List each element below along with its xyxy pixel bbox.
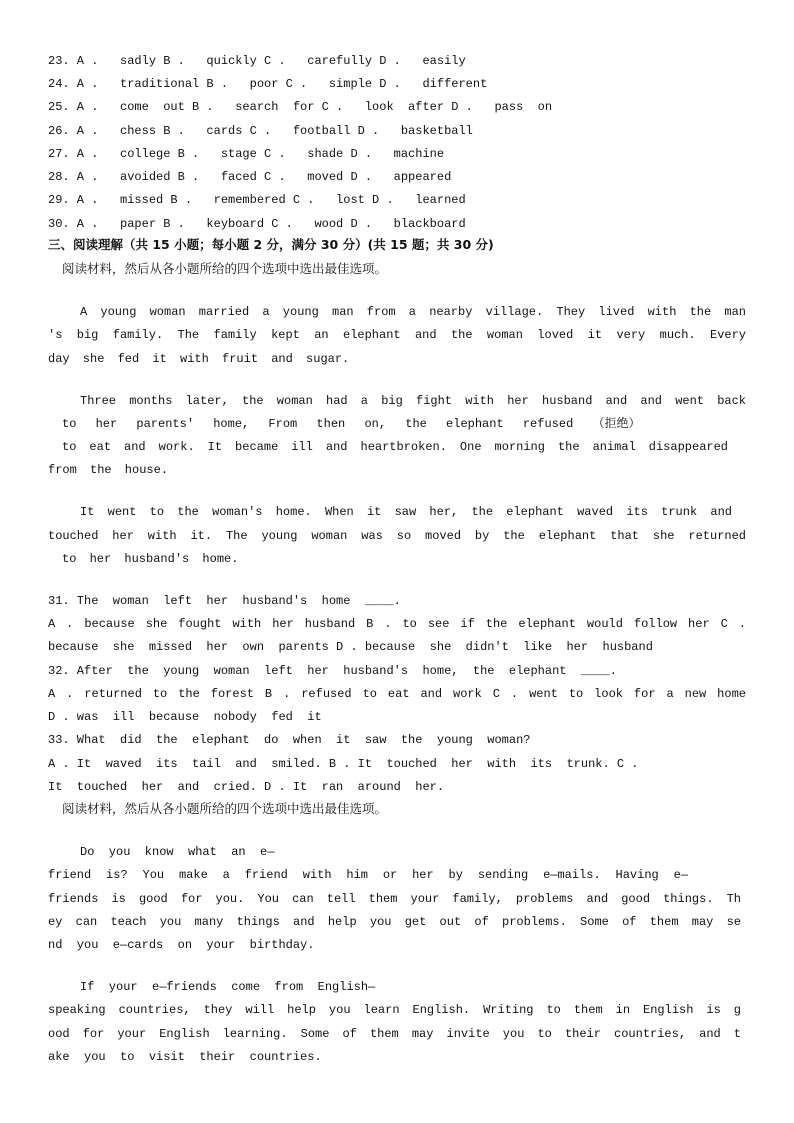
passage1-line: day she fed it with fruit and sugar. [48, 352, 350, 366]
question-31-options: because she missed her own parents D . because she didn't like her husband [48, 640, 653, 654]
passage1-line: to eat and work. It became ill and heartbroken. One morning the animal disappeared [62, 440, 728, 454]
option-line-25: 25. A . come out B . search for C . look after D . pass on [48, 100, 553, 114]
question-32: 32. After the young woman left her husband's home, the elephant ____. [48, 664, 617, 678]
passage1-line: to her husband's home. [62, 552, 239, 566]
passage2-line: ood for your English learning. Some of them may invite you to their countries, and t [48, 1027, 741, 1041]
passage2-line: Do you know what an e— [80, 845, 275, 859]
section-heading: 三、阅读理解（共 15 小题；每小题 2 分，满分 30 分）(共 15 题；共 30 分) [48, 237, 494, 252]
passage1-line: It went to the woman's home. When it saw her, the elephant waved its trunk and [80, 505, 732, 519]
passage1-line: Three months later, the woman had a big fight with her husband and and went back [80, 394, 746, 408]
option-line-30: 30. A . paper B . keyboard C . wood D . blackboard [48, 217, 466, 231]
instruction-text: 阅读材料，然后从各小题所给的四个选项中选出最佳选项。 [62, 261, 388, 276]
passage2-line: speaking countries, they will help you learn English. Writing to them in English is g [48, 1003, 741, 1017]
option-line-24: 24. A . traditional B . poor C . simple D . different [48, 77, 488, 91]
option-line-28: 28. A . avoided B . faced C . moved D . appeared [48, 170, 452, 184]
question-31-options: A . because she fought with her husband B . to see if the elephant would follow her C . [48, 617, 746, 631]
option-line-23: 23. A . sadly B . quickly C . carefully D . easily [48, 54, 466, 68]
instruction-text: 阅读材料，然后从各小题所给的四个选项中选出最佳选项。 [62, 801, 388, 816]
question-33: 33. What did the elephant do when it saw the young woman? [48, 733, 531, 747]
option-line-27: 27. A . college B . stage C . shade D . machine [48, 147, 445, 161]
passage1-line: 's big family. The family kept an elephant and the woman loved it very much. Every [48, 328, 746, 342]
option-line-29: 29. A . missed B . remembered C . lost D . learned [48, 193, 466, 207]
passage1-line: to her parents' home, From then on, the elephant refused （拒绝） [62, 417, 641, 431]
question-32-options: D . was ill because nobody fed it [48, 710, 322, 724]
passage1-line: A young woman married a young man from a nearby village. They lived with the man [80, 305, 746, 319]
option-line-26: 26. A . chess B . cards C . football D . basketball [48, 124, 473, 138]
passage2-line: If your e—friends come from English— [80, 980, 376, 994]
question-33-options: It touched her and cried. D . It ran around her. [48, 780, 445, 794]
passage1-line: touched her with it. The young woman was so moved by the elephant that she returned [48, 529, 746, 543]
passage1-line: from the house. [48, 463, 169, 477]
passage2-line: nd you e—cards on your birthday. [48, 938, 315, 952]
question-33-options: A . It waved its tail and smiled. B . It touched her with its trunk. C . [48, 757, 639, 771]
question-32-options: A . returned to the forest B . refused to eat and work C . went to look for a new home [48, 687, 746, 701]
question-31: 31. The woman left her husband's home ____. [48, 594, 401, 608]
passage2-line: friend is? You make a friend with him or her by sending e—mails. Having e— [48, 868, 688, 882]
passage2-line: friends is good for you. You can tell them your family, problems and good things. Th [48, 892, 741, 906]
passage2-line: ake you to visit their countries. [48, 1050, 322, 1064]
passage2-line: ey can teach you many things and help you get out of problems. Some of them may se [48, 915, 741, 929]
